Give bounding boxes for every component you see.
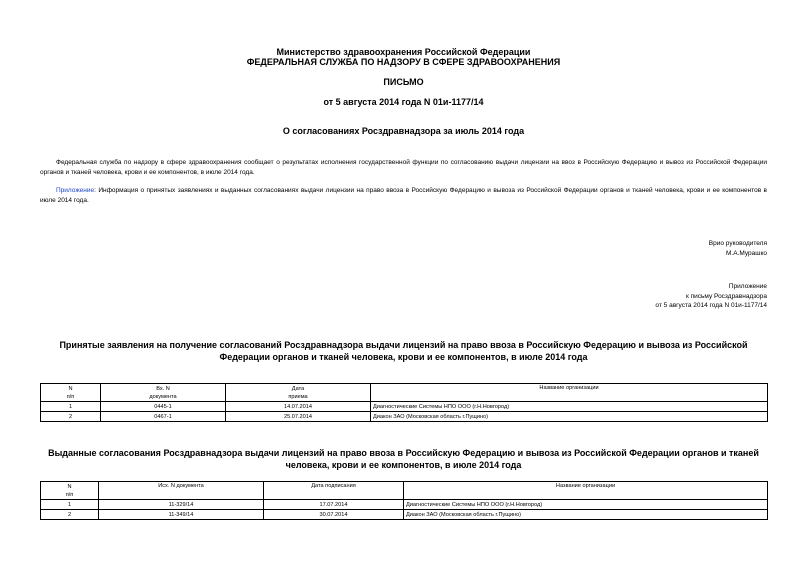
ministry-name: Министерство здравоохранения Российской Федерации — [276, 47, 531, 57]
header-signing-date: Дата подписания — [264, 482, 404, 500]
issued-approvals-table — [40, 481, 768, 520]
body-paragraph-1: Федеральная служба по надзору в сфере здравоохранения сообщает о результатах исполнения государственной функции по согласованию выдачи лицензии на ввоз в Российскую Федерацию и вывоз из Российской Федерации органов и тканей человека, крови и ее компонентов, в июле 2014 года. — [40, 159, 767, 176]
table-row: 1 0445-1 14.07.2014 Диагностические Системы НПО ООО (г.Н.Новгород) — [41, 402, 768, 412]
signature-name: М.А.Мурашко — [725, 249, 767, 257]
appendix-note-line3: от 5 августа 2014 года N 01и-1177/14 — [655, 302, 767, 309]
signature-block — [709, 239, 767, 258]
table1-title: Принятые заявления на получение согласований Росздравнадзора выдачи лицензий на право ввоза в Российскую Федерацию и вывоза из Российской Федерации органов и тканей человека, крови и ее компонентов, в июле 2014 года — [59, 340, 748, 362]
document-date: от 5 августа 2014 года N 01и-1177/14 — [323, 97, 484, 107]
header-org-name: Название организации — [404, 482, 768, 500]
appendix-note-line1: Приложение — [728, 283, 767, 290]
document-type: ПИСЬМО — [383, 77, 424, 87]
document-subject: О согласованиях Росздравнадзора за июль 2014 года — [282, 126, 525, 136]
header-org-name: Название организации — [371, 384, 768, 402]
appendix-link[interactable]: Приложение — [56, 187, 95, 194]
appendix-description: : Информация о принятых заявлениях и выданных согласованиях выдачи лицензии на право ввоза в Российскую Федерацию и вывоза из Российской Федерации органов и тканей человека, крови и ее компонентов в июле 2014 года. — [40, 187, 767, 204]
received-applications-table — [40, 383, 768, 422]
header-outgoing-num: Исх. N документа — [99, 482, 264, 500]
table-row: 2 11-349/14 30.07.2014 Диакон ЗАО (Московская область г.Пущино) — [41, 510, 768, 520]
service-name: ФЕДЕРАЛЬНАЯ СЛУЖБА ПО НАДЗОРУ В СФЕРЕ ЗДРАВООХРАНЕНИЯ — [246, 57, 561, 67]
appendix-note — [655, 282, 767, 311]
table-header-row — [41, 482, 768, 500]
table-row: 2 0467-1 25.07.2014 Диакон ЗАО (Московская область г.Пущино) — [41, 412, 768, 422]
table-row: 1 11-329/14 17.07.2014 Диагностические Системы НПО ООО (г.Н.Новгород) — [41, 500, 768, 510]
appendix-note-line2: к письму Росздравнадзора — [685, 292, 767, 300]
signature-position: Врио руководителя — [708, 240, 767, 247]
table2-title: Выданные согласования Росздравнадзора выдачи лицензий на право ввоза в Российскую Федерацию и вывоза из Российской Федерации органов и тканей человека, крови и ее компонентов, в июле 2014 года — [48, 448, 759, 470]
table-header-row — [41, 384, 768, 402]
body-paragraph-2 — [40, 186, 767, 205]
header-num: N п/п — [41, 482, 99, 500]
header-num: N п/п — [41, 384, 101, 402]
header-incoming-num: Вх. N документа — [101, 384, 226, 402]
header-receipt-date: Дата приема — [226, 384, 371, 402]
